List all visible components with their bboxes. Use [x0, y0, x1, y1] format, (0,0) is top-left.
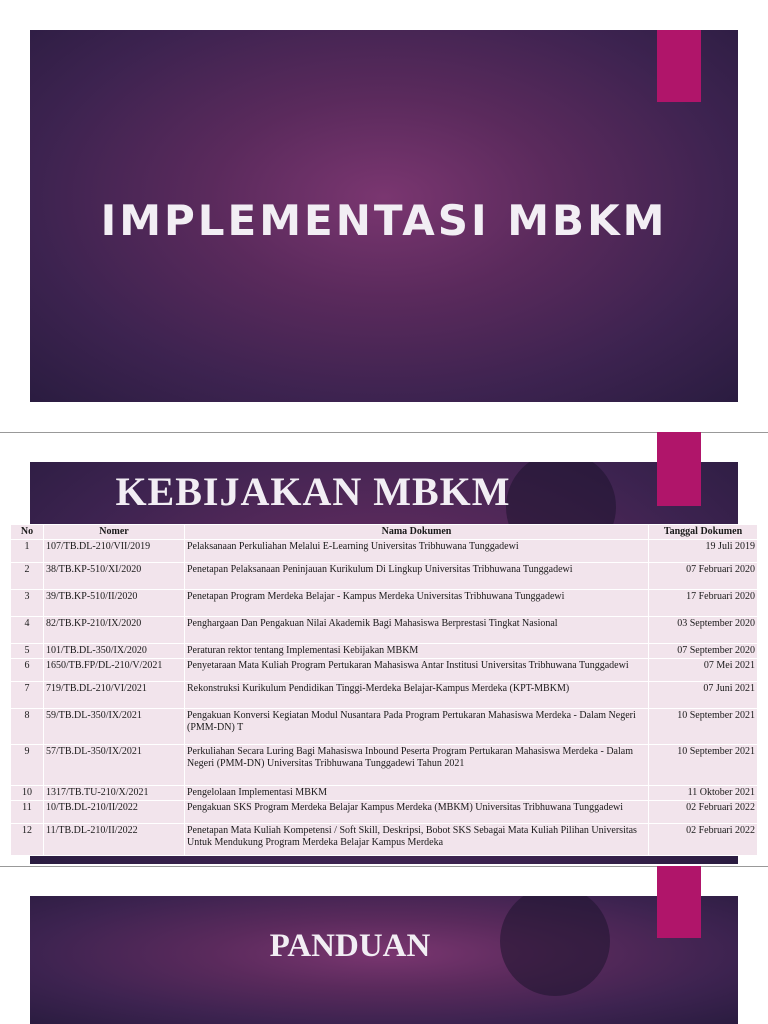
document-name: Perkuliahan Secara Luring Bagi Mahasiswa Inbound Peserta Program Pertukaran Mahasiswa Merdeka - Dalam Negeri (PMM-DN) Universitas Tribhuwana Tunggadewi Tahun 2021 [185, 745, 649, 786]
row-number: 9 [11, 745, 44, 786]
table-row [11, 745, 758, 786]
table-row [11, 659, 758, 682]
document-date: 02 Februari 2022 [649, 801, 758, 824]
table-row [11, 617, 758, 644]
row-number: 3 [11, 590, 44, 617]
document-date: 07 Juni 2021 [649, 682, 758, 709]
document-number: 1317/TB.TU-210/X/2021 [44, 786, 185, 801]
table-row [11, 824, 758, 856]
document-date: 11 Oktober 2021 [649, 786, 758, 801]
accent-bar [657, 866, 701, 938]
table-row [11, 709, 758, 745]
table-row [11, 801, 758, 824]
document-name: Pelaksanaan Perkuliahan Melalui E-Learning Universitas Tribhuwana Tunggadewi [185, 540, 649, 563]
document-number: 11/TB.DL-210/II/2022 [44, 824, 185, 856]
page-divider [0, 866, 768, 867]
document-name: Pengakuan SKS Program Merdeka Belajar Kampus Merdeka (MBKM) Universitas Tribhuwana Tunggadewi [185, 801, 649, 824]
slide-title: PANDUAN [269, 928, 431, 964]
row-number: 2 [11, 563, 44, 590]
slide-panduan [30, 896, 738, 1024]
document-name: Penetapan Program Merdeka Belajar - Kampus Merdeka Universitas Tribhuwana Tunggadewi [185, 590, 649, 617]
document-date: 07 September 2020 [649, 644, 758, 659]
document-date: 02 Februari 2022 [649, 824, 758, 856]
document-name: Penghargaan Dan Pengakuan Nilai Akademik Bagi Mahasiswa Berprestasi Tingkat Nasional [185, 617, 649, 644]
slide-implementasi [30, 30, 738, 402]
accent-bar [657, 30, 701, 102]
slide-title: KEBIJAKAN MBKM [115, 469, 511, 514]
document-name: Penetapan Pelaksanaan Peninjauan Kurikulum Di Lingkup Universitas Tribhuwana Tunggadewi [185, 563, 649, 590]
row-number: 12 [11, 824, 44, 856]
row-number: 10 [11, 786, 44, 801]
page-divider [0, 432, 768, 433]
table-row [11, 786, 758, 801]
column-header: Tanggal Dokumen [649, 525, 758, 540]
document-number: 1650/TB.FP/DL-210/V/2021 [44, 659, 185, 682]
document-date: 07 Februari 2020 [649, 563, 758, 590]
document-name: Rekonstruksi Kurikulum Pendidikan Tinggi-Merdeka Belajar-Kampus Merdeka (KPT-MBKM) [185, 682, 649, 709]
document-number: 82/TB.KP-210/IX/2020 [44, 617, 185, 644]
row-number: 1 [11, 540, 44, 563]
row-number: 7 [11, 682, 44, 709]
document-number: 107/TB.DL-210/VII/2019 [44, 540, 185, 563]
table-row [11, 682, 758, 709]
document-name: Pengelolaan Implementasi MBKM [185, 786, 649, 801]
document-number: 38/TB.KP-510/XI/2020 [44, 563, 185, 590]
table-row [11, 644, 758, 659]
slide-title: IMPLEMENTASI MBKM [100, 196, 668, 245]
column-header: No [11, 525, 44, 540]
document-name: Peraturan rektor tentang Implementasi Kebijakan MBKM [185, 644, 649, 659]
row-number: 11 [11, 801, 44, 824]
row-number: 4 [11, 617, 44, 644]
document-date: 03 September 2020 [649, 617, 758, 644]
row-number: 5 [11, 644, 44, 659]
document-date: 10 September 2021 [649, 745, 758, 786]
column-header: Nomer [44, 525, 185, 540]
row-number: 8 [11, 709, 44, 745]
document-number: 59/TB.DL-350/IX/2021 [44, 709, 185, 745]
document-number: 10/TB.DL-210/II/2022 [44, 801, 185, 824]
document-number: 101/TB.DL-350/IX/2020 [44, 644, 185, 659]
document-table [10, 524, 758, 856]
document-date: 07 Mei 2021 [649, 659, 758, 682]
table-row [11, 590, 758, 617]
document-number: 719/TB.DL-210/VI/2021 [44, 682, 185, 709]
document-date: 17 Februari 2020 [649, 590, 758, 617]
table-row [11, 563, 758, 590]
document-date: 10 September 2021 [649, 709, 758, 745]
accent-bar [657, 432, 701, 506]
column-header: Nama Dokumen [185, 525, 649, 540]
table-row [11, 540, 758, 563]
document-date: 19 Juli 2019 [649, 540, 758, 563]
document-name: Pengakuan Konversi Kegiatan Modul Nusantara Pada Program Pertukaran Mahasiswa Merdeka - Dalam Negeri (PMM-DN) T [185, 709, 649, 745]
document-name: Penyetaraan Mata Kuliah Program Pertukaran Mahasiswa Antar Institusi Universitas Tribhuwana Tunggadewi [185, 659, 649, 682]
document-name: Penetapan Mata Kuliah Kompetensi / Soft Skill, Deskripsi, Bobot SKS Sebagai Mata Kuliah Pilihan Universitas Untuk Mendukung Program Merdeka Belajar Kampus Merdeka [185, 824, 649, 856]
document-number: 39/TB.KP-510/II/2020 [44, 590, 185, 617]
table-header-row [11, 525, 758, 540]
document-number: 57/TB.DL-350/IX/2021 [44, 745, 185, 786]
row-number: 6 [11, 659, 44, 682]
